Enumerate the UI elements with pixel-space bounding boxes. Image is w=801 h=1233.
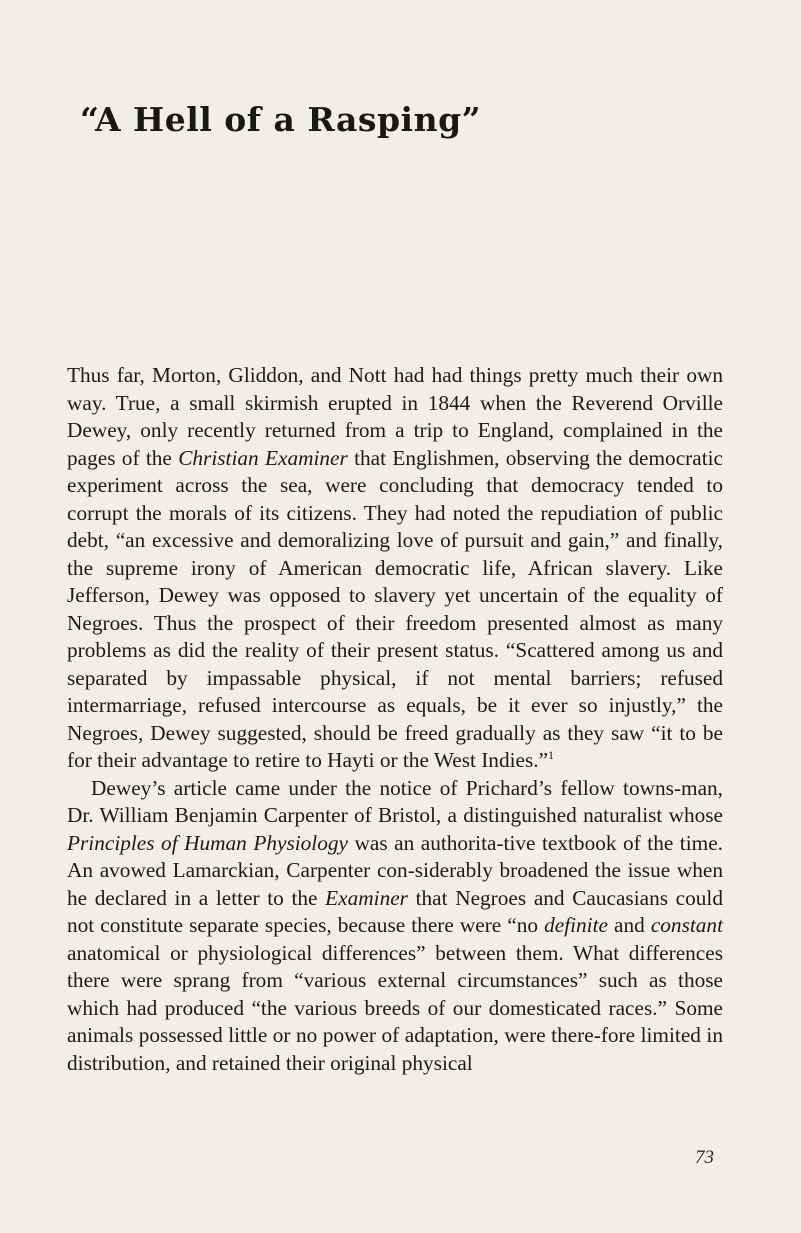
text-run: Dewey’s article came under the notice of Prichard’s fellow towns-man, Dr. William Benjamin Carpenter of Bristol, a distinguished naturalist whose bbox=[67, 775, 723, 827]
text-run: anatomical or physiological differences” between them. What differences there were sprang from “various external circumstances” such as those which had produced “the various breeds of our domesticated races.” Some animals possessed little or no power of adaptation, were there-fore limited in distribution, and retained their original physical bbox=[67, 940, 723, 1075]
text-run: was an authorita-tive textbook of the time. An avowed Lamarckian, Carpenter con-siderably broadened the issue when he declared in a letter to the bbox=[67, 830, 723, 910]
text-run: Thus far, Morton, Gliddon, and Nott had had things pretty much their own way. True, a small skirmish erupted in 1844 when the Reverend Orville Dewey, only recently returned from a trip to England, complained in the pages of the bbox=[67, 363, 723, 470]
footnote-marker: 1 bbox=[548, 747, 555, 762]
page-number: 73 bbox=[695, 1147, 714, 1168]
body-text bbox=[67, 362, 723, 1077]
italic-text: Principles of Human Physiology bbox=[67, 830, 348, 855]
text-run: and bbox=[607, 913, 651, 937]
italic-text: Christian Examiner bbox=[178, 445, 348, 470]
italic-text: constant bbox=[650, 913, 723, 937]
text-run: that Englishmen, observing the democratic experiment across the sea, were concluding that democracy tended to corrupt the morals of its citizens. They had noted the repudiation of public debt, “an excessive and demoralizing love of pursuit and gain,” and finally, the supreme irony of American democratic life, African slavery. Like Jefferson, Dewey was opposed to slavery yet uncertain of the equality of Negroes. Thus the prospect of their freedom presented almost as many problems as did the reality of their present status. “Scattered among us and separated by impassable physical, if not mental barriers; refused intermarriage, refused intercourse as equals, be it ever so injustly,” the Negroes, Dewey suggested, should be freed gradually as they saw “it to be for their advantage to retire to Hayti or the West Indies.” bbox=[67, 445, 723, 772]
italic-text: definite bbox=[544, 913, 608, 937]
paragraph-1 bbox=[67, 362, 723, 775]
chapter-title: “A Hell of a Rasping” bbox=[80, 100, 482, 139]
text-run: that Negroes and Caucasians could not constitute separate species, because there were “no bbox=[67, 885, 723, 937]
paragraph-2 bbox=[67, 775, 723, 1078]
italic-text: Examiner bbox=[325, 885, 408, 910]
